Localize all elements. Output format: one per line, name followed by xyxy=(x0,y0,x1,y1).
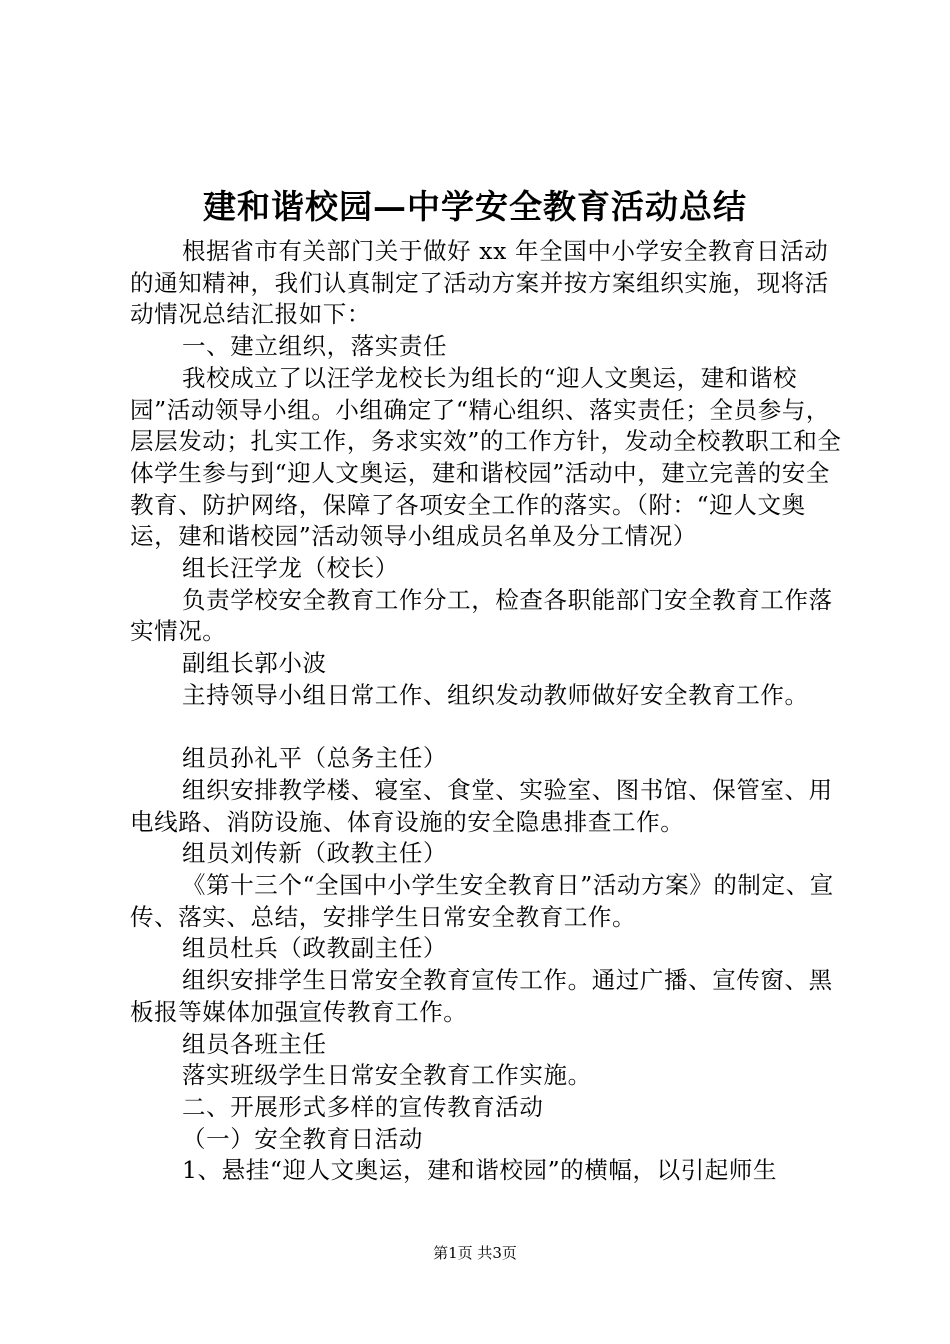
paragraph: 副组长郭小波 xyxy=(182,649,327,678)
paragraph: 1、悬挂“迎人文奥运，建和谐校园”的横幅，以引起师生 xyxy=(182,1156,778,1185)
paragraph: 主持领导小组日常工作、组织发动教师做好安全教育工作。 xyxy=(182,680,809,709)
page-footer: 第1页 共3页 xyxy=(433,1244,517,1262)
paragraph: 组员各班主任 xyxy=(182,1029,327,1058)
paragraph: 一、建立组织，落实责任 xyxy=(182,332,448,361)
paragraph: （一）安全教育日活动 xyxy=(182,1124,423,1153)
paragraph: 组员刘传新（政教主任） xyxy=(182,839,448,868)
paragraph: 落实班级学生日常安全教育工作实施。 xyxy=(182,1061,592,1090)
document-body xyxy=(130,236,850,1187)
paragraph: 《第十三个“全国中小学生安全教育日”活动方案》的制定、宣传、落实、总结，安排学生日常安全教育工作。 xyxy=(130,871,834,931)
paragraph: 组织安排学生日常安全教育宣传工作。通过广播、宣传窗、黑板报等媒体加强宣传教育工作。 xyxy=(130,966,833,1026)
paragraph: 组长汪学龙（校长） xyxy=(182,554,399,583)
paragraph: 组员孙礼平（总务主任） xyxy=(182,744,448,773)
paragraph: 我校成立了以汪学龙校长为组长的“迎人文奥运，建和谐校园”活动领导小组。小组确定了“精心组织、落实责任；全员参与，层层发动；扎实工作，务求实效”的工作方针，发动全校教职工和全体学生参与到“迎人文奥运，建和谐校园”活动中，建立完善的安全教育、防护网络，保障了各项安全工作的落实。（附：“迎人文奥运，建和谐校园”活动领导小组成员名单及分工情况） xyxy=(130,363,842,551)
paragraph: 二、开展形式多样的宣传教育活动 xyxy=(182,1092,544,1121)
paragraph xyxy=(130,712,850,744)
paragraph: 根据省市有关部门关于做好 xx 年全国中小学安全教育日活动的通知精神，我们认真制定了活动方案并按方案组织实施，现将活动情况总结汇报如下： xyxy=(130,237,829,329)
paragraph: 组员杜兵（政教副主任） xyxy=(182,934,448,963)
document-title: 建和谐校园—中学安全教育活动总结 xyxy=(203,187,747,226)
paragraph: 负责学校安全教育工作分工，检查各职能部门安全教育工作落实情况。 xyxy=(130,585,833,646)
paragraph: 组织安排教学楼、寝室、食堂、实验室、图书馆、保管室、用电线路、消防设施、体育设施的安全隐患排查工作。 xyxy=(130,775,833,836)
